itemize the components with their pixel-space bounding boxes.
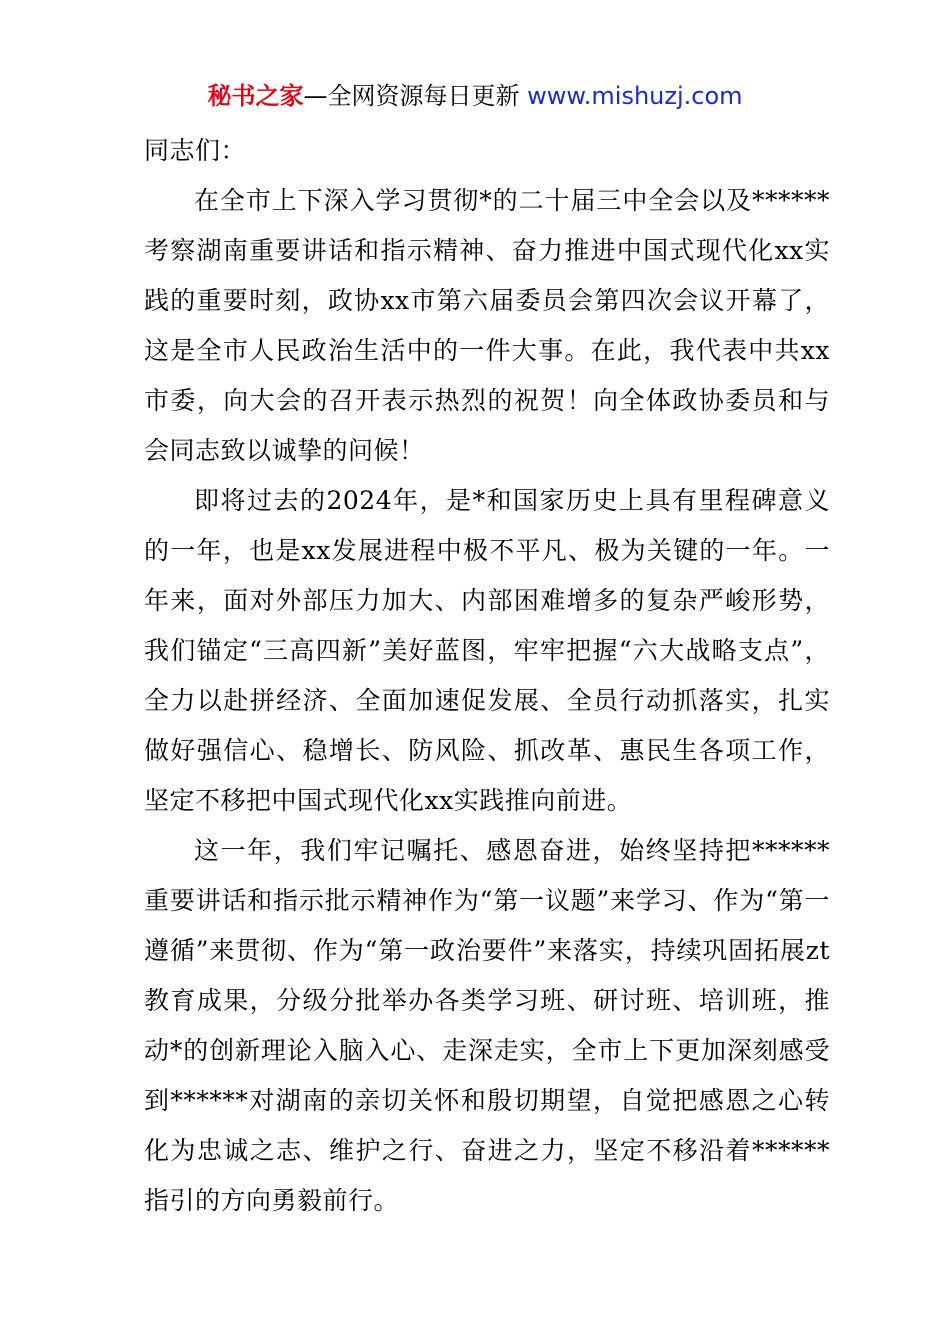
site-header [0,80,950,112]
site-tagline: —全网资源每日更新 [303,82,528,110]
site-url-link[interactable]: www.mishuzj.com [527,82,743,110]
document-body [144,126,830,1226]
paragraph-political-study: 这一年，我们牢记嘱托、感恩奋进，始终坚持把******重要讲话和指示批示精神作为“第一议题”来学习、作为“第一遵循”来贯彻、作为“第一政治要件”来落实，持续巩固拓展zt教育成果，分级分批举办各类学习班、研讨班、培训班，推动*的创新理论入脑入心、走深走实，全市上下更加深刻感受到******对湖南的亲切关怀和殷切期望，自觉把感恩之心转化为忠诚之志、维护之行、奋进之力，坚定不移沿着******指引的方向勇毅前行。 [144,836,830,1215]
paragraph-opening: 在全市上下深入学习贯彻*的二十届三中全会以及******考察湖南重要讲话和指示精神、奋力推进中国式现代化xx实践的重要时刻，政协xx市第六届委员会第四次会议开幕了，这是全市人民政治生活中的一件大事。在此，我代表中共xx市委，向大会的召开表示热烈的祝贺！向全体政协委员和与会同志致以诚挚的问候！ [144,186,830,465]
site-brand: 秘书之家 [207,82,304,110]
salutation: 同志们： [144,136,247,165]
paragraph-year-review: 即将过去的2024年，是*和国家历史上具有里程碑意义的一年，也是xx发展进程中极不平凡、极为关键的一年。一年来，面对外部压力加大、内部困难增多的复杂严峻形势，我们锚定“三高四新”美好蓝图，牢牢把握“六大战略支点”，全力以赴拼经济、全面加速促发展、全员行动抓落实，扎实做好强信心、稳增长、防风险、抓改革、惠民生各项工作，坚定不移把中国式现代化xx实践推向前进。 [144,486,830,815]
